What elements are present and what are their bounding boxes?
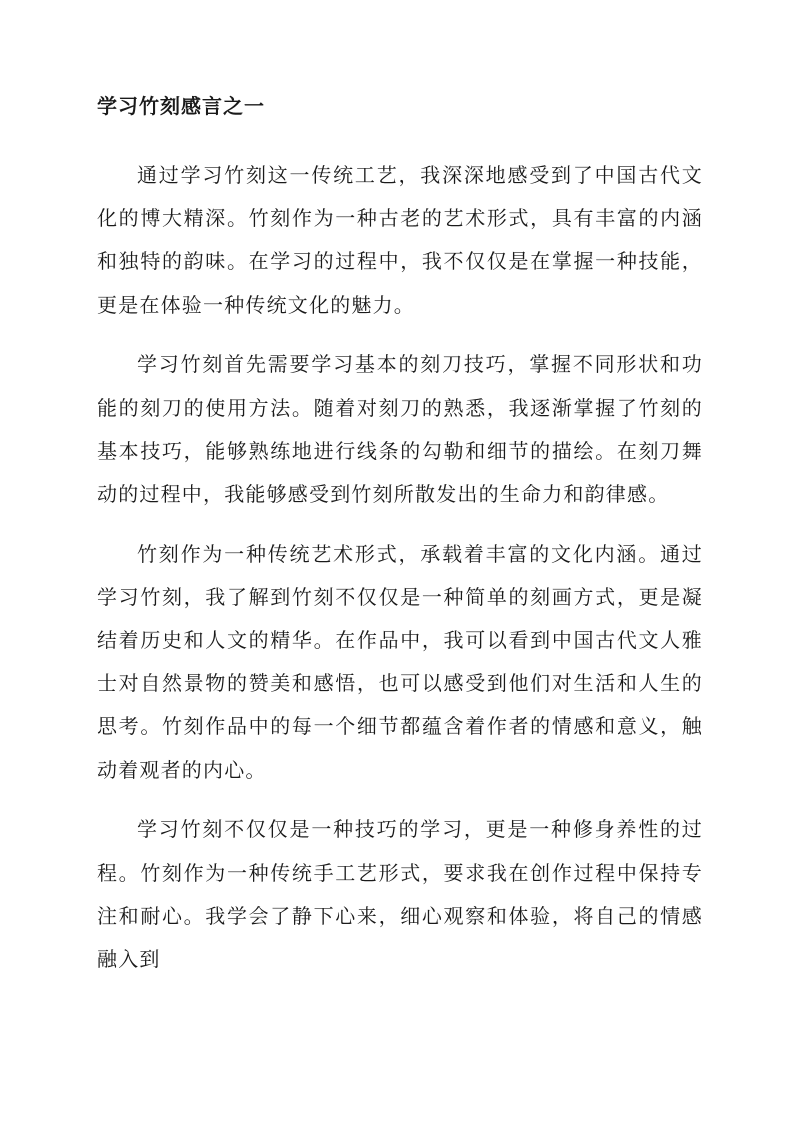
paragraph-1: 通过学习竹刻这一传统工艺，我深深地感受到了中国古代文化的博大精深。竹刻作为一种古老的艺术形式，具有丰富的内涵和独特的韵味。在学习的过程中，我不仅仅是在掌握一种技能，更是在体验一种传统文化的魅力。	[97, 163, 703, 317]
paragraph-2: 学习竹刻首先需要学习基本的刻刀技巧，掌握不同形状和功能的刻刀的使用方法。随着对刻刀的熟悉，我逐渐掌握了竹刻的基本技巧，能够熟练地进行线条的勾勒和细节的描绘。在刻刀舞动的过程中，我能够感受到竹刻所散发出的生命力和韵律感。	[97, 352, 703, 506]
paragraph-3: 竹刻作为一种传统艺术形式，承载着丰富的文化内涵。通过学习竹刻，我了解到竹刻不仅仅是一种简单的刻画方式，更是凝结着历史和人文的精华。在作品中，我可以看到中国古代文人雅士对自然景物的赞美和感悟，也可以感受到他们对生活和人生的思考。竹刻作品中的每一个细节都蕴含着作者的情感和意义，触动着观者的内心。	[97, 541, 703, 782]
document-title: 学习竹刻感言之一	[97, 94, 265, 118]
paragraph-4: 学习竹刻不仅仅是一种技巧的学习，更是一种修身养性的过程。竹刻作为一种传统手工艺形式，要求我在创作过程中保持专注和耐心。我学会了静下心来，细心观察和体验，将自己的情感融入到	[97, 817, 703, 971]
document-page	[97, 88, 703, 998]
